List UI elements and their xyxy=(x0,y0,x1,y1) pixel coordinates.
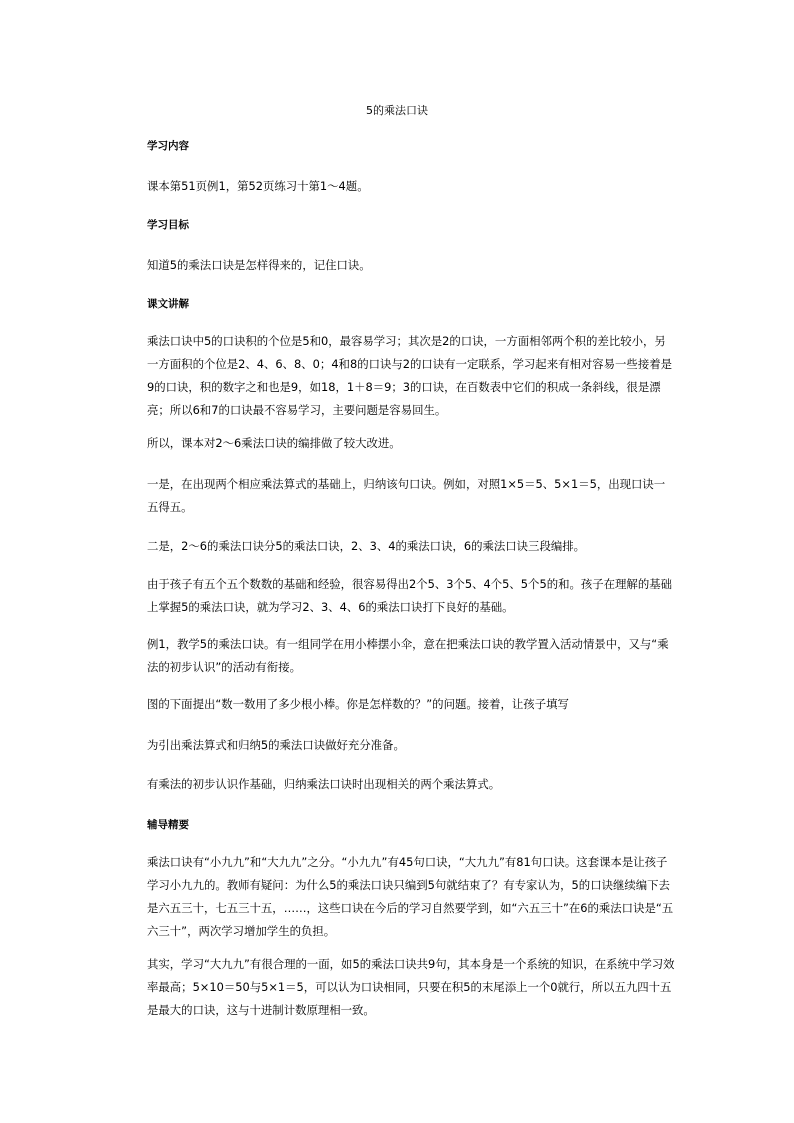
paragraph-preparation: 为引出乘法算式和归纳5的乘法口诀做好充分准备。 xyxy=(147,738,405,752)
paragraph-basis: 有乘法的初步认识作基础，归纳乘法口诀时出现相关的两个乘法算式。 xyxy=(147,777,501,791)
document-title: 5的乘法口诀 xyxy=(366,104,428,117)
paragraph-learning-goals: 知道5的乘法口诀是怎样得来的，记住口诀。 xyxy=(147,258,371,272)
paragraph-tutoring-2: 其实，学习“大九九”有很合理的一面，如5的乘法口诀共9句，其本身是一个系统的知识，在系统中学习效率最高；5×10＝50与5×1＝5，可以认为口诀相同，只要在积5的末尾添上一个0就行，所以五九四十五是最大的口诀，这与十进制计数原理相一致。 xyxy=(147,957,675,1017)
paragraph-example-1: 例1，教学5的乘法口诀。有一组同学在用小棒摆小伞，意在把乘法口诀的教学置入活动情景中，又与“乘法的初步认识”的活动有衔接。 xyxy=(147,637,669,674)
paragraph-explanation-3: 一是，在出现两个相应乘法算式的基础上，归纳该句口诀。例如，对照1×5＝5、5×1＝5，出现口诀一五得五。 xyxy=(147,477,666,514)
paragraph-tutoring-1: 乘法口诀有“小九九”和“大九九”之分。“小九九”有45句口诀，“大九九”有81句口诀。这套课本是让孩子学习小九九的。教师有疑问：为什么5的乘法口诀只编到5句就结束了？有专家认为，5的口诀继续编下去是六五三十，七五三十五，……，这些口诀在今后的学习自然要学到，如“六五三十”在6的乘法口诀是“五六三十”，两次学习增加学生的负担。 xyxy=(147,855,674,938)
paragraph-learning-content: 课本第51页例1，第52页练习十第1～4题。 xyxy=(147,179,369,193)
paragraph-explanation-1: 乘法口诀中5的口诀积的个位是5和0，最容易学习；其次是2的口诀，一方面相邻两个积的差比较小，另一方面积的个位是2、4、6、8、0；4和8的口诀与2的口诀有一定联系，学习起来有相对容易一些接着是9的口诀，积的数字之和也是9，如18，1＋8＝9；3的口诀，在百数表中它们的积成一条斜线，很是漂亮；所以6和7的口诀最不容易学习，主要问题是容易回生。 xyxy=(147,334,672,417)
heading-learning-content: 学习内容 xyxy=(147,140,189,152)
heading-learning-goals: 学习目标 xyxy=(147,219,189,231)
paragraph-explanation-4: 二是，2～6的乘法口诀分5的乘法口诀，2、3、4的乘法口诀，6的乘法口诀三段编排。 xyxy=(147,539,586,553)
heading-tutoring-essentials: 辅导精要 xyxy=(147,819,189,831)
paragraph-example-question: 图的下面提出“数一数用了多少根小棒。你是怎样数的？”的问题。接着，让孩子填写 xyxy=(147,697,569,711)
heading-lesson-explanation: 课文讲解 xyxy=(147,298,189,310)
paragraph-explanation-5: 由于孩子有五个五个数数的基础和经验，很容易得出2个5、3个5、4个5、5个5的和。孩子在理解的基础上掌握5的乘法口诀，就为学习2、3、4、6的乘法口诀打下良好的基础。 xyxy=(147,577,672,614)
paragraph-explanation-2: 所以，课本对2～6乘法口诀的编排做了较大改进。 xyxy=(147,436,401,450)
